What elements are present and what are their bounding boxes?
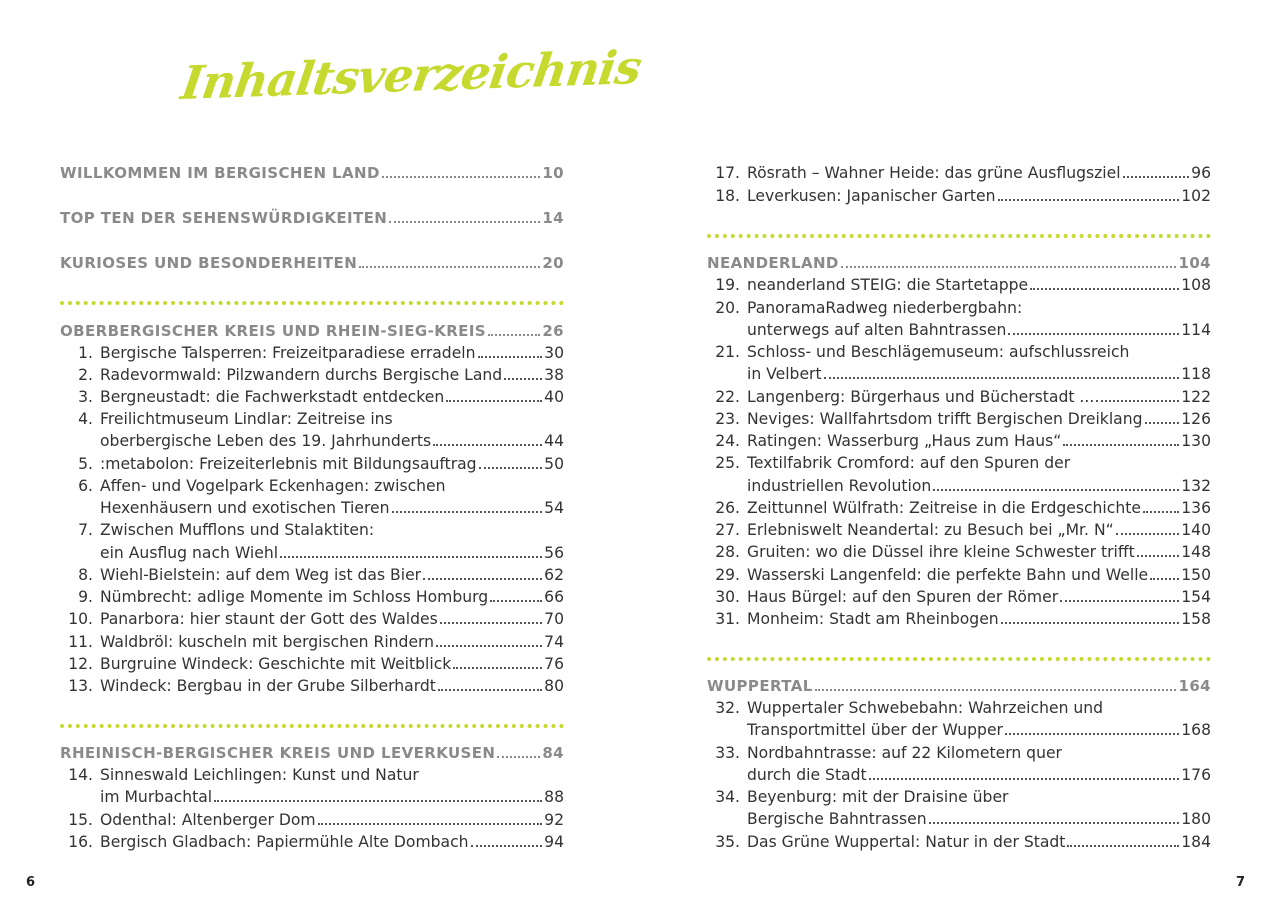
toc-entry-title: Schloss- und Beschlägemuseum: aufschlussreich <box>747 343 1130 362</box>
toc-entry-title: PanoramaRadweg niederbergbahn: <box>747 299 1023 318</box>
dot-leader <box>815 689 1177 691</box>
toc-entry <box>60 764 564 786</box>
toc-entry-number: 10. <box>68 610 93 629</box>
toc-page-number: 102 <box>1181 187 1211 206</box>
dot-leader <box>440 622 542 624</box>
toc-entry-continuation <box>707 764 1211 786</box>
toc-entry-continuation <box>60 542 564 564</box>
toc-entry-number: 11. <box>68 633 93 652</box>
dot-leader <box>471 845 543 847</box>
toc-entry <box>60 364 564 386</box>
toc-entry <box>707 408 1211 430</box>
dot-leader <box>446 400 542 402</box>
toc-page-number: 84 <box>542 744 564 763</box>
dot-leader <box>497 756 540 758</box>
toc-page-number: 56 <box>544 544 564 563</box>
toc-entry-title: Textilfabrik Cromford: auf den Spuren der <box>747 454 1071 473</box>
toc-entry-title: RHEINISCH-BERGISCHER KREIS UND LEVERKUSEN <box>60 744 496 763</box>
toc-page-number: 168 <box>1181 721 1211 740</box>
toc-entry-number: 16. <box>68 833 93 852</box>
dot-leader <box>392 511 543 513</box>
page-number-right: 7 <box>1235 875 1245 890</box>
toc-entry <box>707 386 1211 408</box>
toc-page-number: 76 <box>544 655 564 674</box>
toc-entry <box>707 430 1211 452</box>
toc-entry-number: 28. <box>715 543 740 562</box>
dot-leader <box>488 334 540 336</box>
toc-page-number: 184 <box>1181 833 1211 852</box>
toc-entry <box>707 608 1211 630</box>
toc-page-number: 50 <box>544 455 564 474</box>
toc-page-number: 26 <box>542 322 564 341</box>
toc-page-number: 158 <box>1181 610 1211 629</box>
dot-leader <box>1143 511 1179 513</box>
toc-page-number: 140 <box>1181 521 1211 540</box>
right-page <box>636 0 1271 898</box>
toc-page-number: 80 <box>544 677 564 696</box>
toc-entry <box>707 742 1211 764</box>
toc-entry-title: Langenberg: Bürgerhaus und Bücherstadt ... <box>747 388 1095 407</box>
toc-page-number: 114 <box>1181 321 1211 340</box>
toc-entry-number: 12. <box>68 655 93 674</box>
toc-page-number: 118 <box>1181 365 1211 384</box>
dot-leader <box>479 467 543 469</box>
toc-page-number: 154 <box>1181 588 1211 607</box>
toc-entry-title: Wiehl-Bielstein: auf dem Weg ist das Bier <box>100 566 422 585</box>
toc-entry-title: in Velbert <box>747 365 822 384</box>
toc-entry <box>60 608 564 630</box>
toc-entry-title: im Murbachtal <box>100 788 213 807</box>
toc-entry-title: Nordbahntrasse: auf 22 Kilometern quer <box>747 744 1062 763</box>
toc-entry-number: 30. <box>715 588 740 607</box>
toc-entry-title: ein Ausflug nach Wiehl <box>100 544 279 563</box>
dot-leader <box>933 489 1179 491</box>
toc-page-number: 20 <box>542 254 564 273</box>
toc-entry <box>707 497 1211 519</box>
toc-entry-number: 35. <box>715 833 740 852</box>
dot-leader <box>929 822 1180 824</box>
toc-entry-number: 32. <box>715 699 740 718</box>
toc-page-number: 164 <box>1178 677 1211 696</box>
toc-entry <box>60 408 564 430</box>
toc-entry-title: Bergisch Gladbach: Papiermühle Alte Dombach <box>100 833 469 852</box>
toc-entry-number: 25. <box>715 454 740 473</box>
toc-entry-title: Beyenburg: mit der Draisine über <box>747 788 1009 807</box>
toc-entry-title: Bergische Bahntrassen <box>747 810 927 829</box>
toc-entry-number: 24. <box>715 432 740 451</box>
toc-entry-number: 3. <box>78 388 93 407</box>
toc-section-heading <box>60 252 564 274</box>
page-title: Inhaltsverzeichnis <box>177 40 645 110</box>
toc-entry-title: Bergische Talsperren: Freizeitparadiese erradeln <box>100 344 476 363</box>
dot-leader <box>478 356 543 358</box>
toc-entry-number: 31. <box>715 610 740 629</box>
toc-entry-title: Waldbröl: kuscheln mit bergischen Rindern <box>100 633 435 652</box>
toc-entry <box>707 297 1211 319</box>
toc-entry-title: Wasserski Langenfeld: die perfekte Bahn und Welle <box>747 566 1149 585</box>
toc-page-number: 54 <box>544 499 564 518</box>
toc-entry-number: 26. <box>715 499 740 518</box>
toc-entry-number: 33. <box>715 744 740 763</box>
toc-entry-title: Panarbora: hier staunt der Gott des Waldes <box>100 610 438 629</box>
dot-leader <box>998 199 1180 201</box>
toc-entry-continuation <box>707 363 1211 385</box>
toc-entry-number: 9. <box>78 588 93 607</box>
toc-entry <box>707 564 1211 586</box>
section-divider <box>60 301 564 305</box>
section-divider <box>707 234 1211 238</box>
dot-leader <box>1067 845 1179 847</box>
dot-leader <box>841 266 1177 268</box>
toc-entry-title: Freilichtmuseum Lindlar: Zeitreise ins <box>100 410 393 429</box>
toc-entry-title: Radevormwald: Pilzwandern durchs Bergische Land <box>100 366 503 385</box>
toc-entry-title: Ratingen: Wasserburg „Haus zum Haus“ <box>747 432 1062 451</box>
toc-entry <box>707 185 1211 207</box>
dot-leader <box>1063 444 1179 446</box>
dot-leader <box>318 823 543 825</box>
toc-page-number: 92 <box>544 811 564 830</box>
toc-entry <box>60 631 564 653</box>
toc-page-number: 94 <box>544 833 564 852</box>
toc-entry <box>60 675 564 697</box>
toc-entry-continuation <box>60 786 564 808</box>
toc-entry-continuation <box>707 808 1211 830</box>
dot-leader <box>1116 533 1180 535</box>
toc-entry-title: Windeck: Bergbau in der Grube Silberhardt <box>100 677 436 696</box>
dot-leader <box>1123 176 1190 178</box>
toc-entry-title: Gruiten: wo die Düssel ihre kleine Schwester trifft <box>747 543 1135 562</box>
toc-section-heading <box>60 162 564 184</box>
toc-entry <box>60 586 564 608</box>
toc-page-number: 148 <box>1181 543 1211 562</box>
toc-entry-number: 34. <box>715 788 740 807</box>
toc-page-number: 40 <box>544 388 564 407</box>
toc-entry <box>60 653 564 675</box>
toc-entry-title: durch die Stadt <box>747 766 867 785</box>
dot-leader <box>824 377 1180 379</box>
toc-page-number: 66 <box>544 588 564 607</box>
toc-section-heading <box>60 207 564 229</box>
toc-entry-number: 20. <box>715 299 740 318</box>
toc-entry-number: 1. <box>78 344 93 363</box>
toc-entry-title: Haus Bürgel: auf den Spuren der Römer <box>747 588 1059 607</box>
dot-leader <box>869 778 1180 780</box>
toc-entry <box>707 541 1211 563</box>
toc-entry-title: Odenthal: Altenberger Dom <box>100 811 316 830</box>
toc-entry-number: 7. <box>78 521 93 540</box>
toc-entry-number: 18. <box>715 187 740 206</box>
toc-page-number: 130 <box>1181 432 1211 451</box>
toc-page-number: 126 <box>1181 410 1211 429</box>
toc-entry <box>60 342 564 364</box>
toc-page-number: 96 <box>1191 164 1211 183</box>
dot-leader <box>1060 600 1179 602</box>
toc-entry-title: oberbergische Leben des 19. Jahrhunderts <box>100 432 432 451</box>
toc-entry-title: Wuppertaler Schwebebahn: Wahrzeichen und <box>747 699 1104 718</box>
toc-entry-title: Zwischen Mufflons und Stalaktiten: <box>100 521 375 540</box>
toc-entry-continuation <box>707 719 1211 741</box>
toc-entry-title: WUPPERTAL <box>707 677 813 696</box>
toc-entry <box>707 452 1211 474</box>
section-divider <box>707 657 1211 661</box>
toc-page-number: 150 <box>1181 566 1211 585</box>
toc-page-number: 14 <box>542 209 564 228</box>
dot-leader <box>436 645 542 647</box>
dot-leader <box>453 667 542 669</box>
toc-entry-title: neanderland STEIG: die Startetappe <box>747 276 1029 295</box>
toc-section-heading <box>707 252 1211 274</box>
toc-entry-continuation <box>60 497 564 519</box>
dot-leader <box>214 800 542 802</box>
toc-entry-title: Transportmittel über der Wupper <box>747 721 1003 740</box>
toc-entry <box>707 697 1211 719</box>
toc-entry-number: 2. <box>78 366 93 385</box>
toc-entry <box>60 809 564 831</box>
toc-entry-number: 17. <box>715 164 740 183</box>
dot-leader <box>433 444 542 446</box>
toc-entry-number: 5. <box>78 455 93 474</box>
toc-entry-title: :metabolon: Freizeiterlebnis mit Bildungsauftrag <box>100 455 477 474</box>
toc-page-number: 74 <box>544 633 564 652</box>
toc-entry-title: Das Grüne Wuppertal: Natur in der Stadt <box>747 833 1066 852</box>
toc-entry-title: Affen- und Vogelpark Eckenhagen: zwischen <box>100 477 446 496</box>
toc-entry-title: Leverkusen: Japanischer Garten <box>747 187 996 206</box>
toc-page-number: 136 <box>1181 499 1211 518</box>
toc-entry <box>60 831 564 853</box>
toc-entry <box>707 274 1211 296</box>
toc-page-number: 104 <box>1178 254 1211 273</box>
toc-entry-title: Erlebniswelt Neandertal: zu Besuch bei „Mr. N“ <box>747 521 1114 540</box>
toc-entry-title: Zeittunnel Wülfrath: Zeitreise in die Erdgeschichte <box>747 499 1141 518</box>
toc-page-number: 44 <box>544 432 564 451</box>
dot-leader <box>359 266 540 268</box>
toc-entry-number: 21. <box>715 343 740 362</box>
dot-leader <box>1096 400 1179 402</box>
toc-page-number: 30 <box>544 344 564 363</box>
page-number-left: 6 <box>26 875 36 890</box>
toc-entry-number: 19. <box>715 276 740 295</box>
toc-entry-title: Burgruine Windeck: Geschichte mit Weitblick <box>100 655 452 674</box>
toc-entry-title: Neviges: Wallfahrtsdom trifft Bergischen Dreiklang <box>747 410 1143 429</box>
dot-leader <box>490 600 542 602</box>
toc-entry-number: 27. <box>715 521 740 540</box>
toc-entry <box>707 341 1211 363</box>
toc-entry-number: 15. <box>68 811 93 830</box>
toc-entry-title: industriellen Revolution <box>747 477 932 496</box>
toc-entry-title: Nümbrecht: adlige Momente im Schloss Homburg <box>100 588 489 607</box>
dot-leader <box>1145 422 1180 424</box>
toc-entry-title: Sinneswald Leichlingen: Kunst und Natur <box>100 766 419 785</box>
toc-section-heading <box>60 320 564 342</box>
dot-leader <box>382 176 540 178</box>
dot-leader <box>280 556 542 558</box>
toc-page-number: 38 <box>544 366 564 385</box>
toc-page-number: 70 <box>544 610 564 629</box>
toc-entry-title: Bergneustadt: die Fachwerkstadt entdecken <box>100 388 445 407</box>
toc-entry-number: 4. <box>78 410 93 429</box>
toc-entry-number: 23. <box>715 410 740 429</box>
section-divider <box>60 724 564 728</box>
toc-page-number: 88 <box>544 788 564 807</box>
toc-entry-continuation <box>60 430 564 452</box>
toc-entry-title: Monheim: Stadt am Rheinbogen <box>747 610 999 629</box>
toc-entry-number: 8. <box>78 566 93 585</box>
toc-entry <box>707 519 1211 541</box>
toc-page-number: 180 <box>1181 810 1211 829</box>
toc-entry-number: 22. <box>715 388 740 407</box>
dot-leader <box>423 578 542 580</box>
toc-entry-title: KURIOSES UND BESONDERHEITEN <box>60 254 358 273</box>
toc-entry-number: 13. <box>68 677 93 696</box>
toc-entry-number: 29. <box>715 566 740 585</box>
toc-entry-title: NEANDERLAND <box>707 254 839 273</box>
toc-page-number: 176 <box>1181 766 1211 785</box>
toc-page-number: 122 <box>1181 388 1211 407</box>
dot-leader <box>1030 288 1179 290</box>
dot-leader <box>1150 578 1179 580</box>
toc-entry-title: WILLKOMMEN IM BERGISCHEN LAND <box>60 164 380 183</box>
toc-page-number: 10 <box>542 164 564 183</box>
toc-entry-title: Hexenhäusern und exotischen Tieren <box>100 499 390 518</box>
toc-page-number: 108 <box>1181 276 1211 295</box>
toc-entry-number: 6. <box>78 477 93 496</box>
toc-section-heading <box>707 675 1211 697</box>
toc-section-heading <box>60 742 564 764</box>
toc-page-number: 62 <box>544 566 564 585</box>
toc-entry-title: OBERBERGISCHER KREIS UND RHEIN-SIEG-KREIS <box>60 322 487 341</box>
toc-page-number: 132 <box>1181 477 1211 496</box>
toc-entry-title: unterwegs auf alten Bahntrassen <box>747 321 1007 340</box>
dot-leader <box>504 378 542 380</box>
toc-entry <box>60 564 564 586</box>
toc-entry <box>707 786 1211 808</box>
toc-entry-number: 14. <box>68 766 93 785</box>
dot-leader <box>438 689 542 691</box>
toc-entry <box>707 831 1211 853</box>
toc-entry-continuation <box>707 319 1211 341</box>
toc-entry <box>60 453 564 475</box>
toc-entry <box>60 386 564 408</box>
toc-entry-title: TOP TEN DER SEHENSWÜRDIGKEITEN <box>60 209 388 228</box>
dot-leader <box>1005 733 1179 735</box>
dot-leader <box>1008 333 1179 335</box>
toc-entry <box>60 475 564 497</box>
dot-leader <box>389 221 540 223</box>
dot-leader <box>1001 622 1180 624</box>
dot-leader <box>1137 555 1179 557</box>
toc-entry <box>707 586 1211 608</box>
toc-entry-title: Rösrath – Wahner Heide: das grüne Ausflugsziel <box>747 164 1121 183</box>
toc-entry-continuation <box>707 475 1211 497</box>
toc-entry <box>707 162 1211 184</box>
toc-entry <box>60 519 564 541</box>
